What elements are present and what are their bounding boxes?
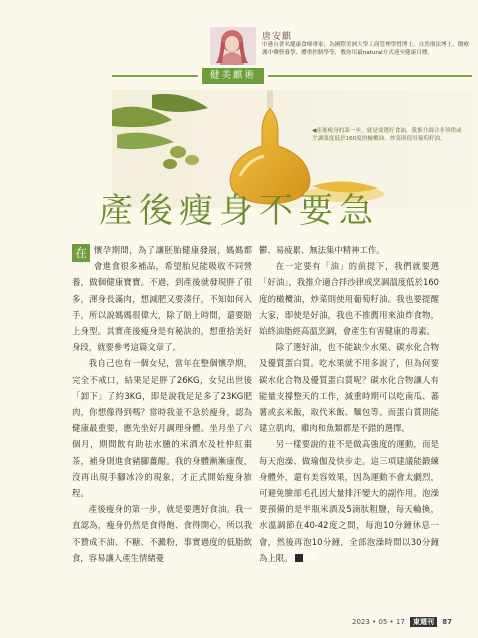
author-name: 唐安麒	[262, 32, 293, 42]
column-banner: 健美麒術	[202, 68, 264, 84]
issue-date: 2023 • 05 • 17	[352, 618, 405, 626]
paragraph-text: 另一樣要說的並不是做高強度的運動，而是每天泡澡、做瑜伽及快步走。這三項建議能鍛練身體外，還有美容效果，因為運動不會太劇烈，可避免臉部毛孔因大量排汗變大的副作用。泡澡要預備的是半瓶米酒及5滴肽粗鹽，每天輪換，水溫調節在40-42度之間，每泡10分鐘休息一會，然後再泡10分鐘，全部泡澡時間以30分鐘為上限。	[259, 439, 439, 563]
article-title: 產後瘦身不要急	[99, 191, 379, 231]
page-number: 87	[442, 618, 453, 626]
paragraph	[259, 436, 439, 566]
paragraph: 鬱、易疲累、無法集中精神工作。	[259, 245, 385, 255]
paragraph-text: 懷孕期間，為了讓胚胎健康發展，媽媽都會進食很多補品，希望胎兒能吸收不同營養，做個健康寶寶。不過，到產後就發現胖了很多，渾身長滿肉，想減肥又要湊仔，不知如何入手，所以說媽媽很偉大，除了賠上時間，還要賠上身型。其實產後瘦身是有秘訣的，想重拾美好身段，就要參考這篇文章了。	[72, 245, 252, 353]
magazine-name: 東週刊	[410, 617, 437, 627]
paragraph: 我自己也有一個女兒，當年在整個懷孕期，完全不戒口，結果足足胖了26KG，女兒出世後「卸下」了約3KG，即是說我足足多了23KG肥肉，你想像得到嗎？當時我並不急於瘦身，認為健康最重要，應先坐好月調理身體。坐月坐了六個月，期間飲有助祛水腫的米酒水及杜仲紅棗茶，補身則進食豬腳薑醋。我的身體漸漸康復，沒再出現手腳冰冷的現象，才正式開始瘦身旅程。	[72, 358, 252, 499]
article-column-right	[259, 242, 439, 566]
author-bio: 中港台著名健康食療專家；為國際美洲大學工商管理學營博士、自然療法博士、醫療護中藥營養學、體重控制學等，教你用最natural方式達至健康目標。	[262, 42, 469, 56]
page-footer	[352, 617, 452, 627]
paragraph: 除了選好油，也不能缺少水果、碳水化合物及優質蛋白質。吃水果就不用多說了，但為何要碳水化合物及優質蛋白質呢？碳水化合物讓人有能量支撐整天的工作，減重時期可以吃南瓜、蕃薯或玄米飯，取代米飯、麵包等。而蛋白質則能建立肌肉，雞肉和魚類都是不錯的選擇。	[259, 342, 439, 434]
article-header	[0, 0, 478, 68]
author-portrait-image	[210, 27, 256, 65]
author-photo	[210, 27, 256, 65]
end-mark-icon: E	[295, 554, 303, 562]
banner-rule-right	[268, 75, 472, 77]
drop-cap: 在	[72, 244, 90, 262]
banner-rule-left	[112, 75, 198, 77]
photo-caption: ◀產後瘦身的第一步，就是要選好食油，我推介調合非珍律或烹調溫度低於160度的橄欖油、炒菜則使用葡萄籽油。	[312, 128, 462, 142]
paragraph	[72, 242, 252, 355]
paragraph: 在一定要有「油」的前提下，我們就要選「好油」，我推介適合拌沙律或烹調溫度低於160度的橄欖油，炒菜則使用葡萄籽油。我也要提醒大家，即使是好油，我也不推薦用來油炸食物，始終油脂經高溫烹調，會產生有害健康的毒素。	[259, 261, 439, 337]
paragraph: 產後瘦身的第一步，就是要選好食油。我一直認為，瘦身仍然是食得飽、食得開心，所以我不贊成不油、不糖、不澱粉，事實過度的低脂飲食，容易讓人產生情緒憂	[72, 504, 252, 563]
article-column-left	[72, 242, 252, 566]
